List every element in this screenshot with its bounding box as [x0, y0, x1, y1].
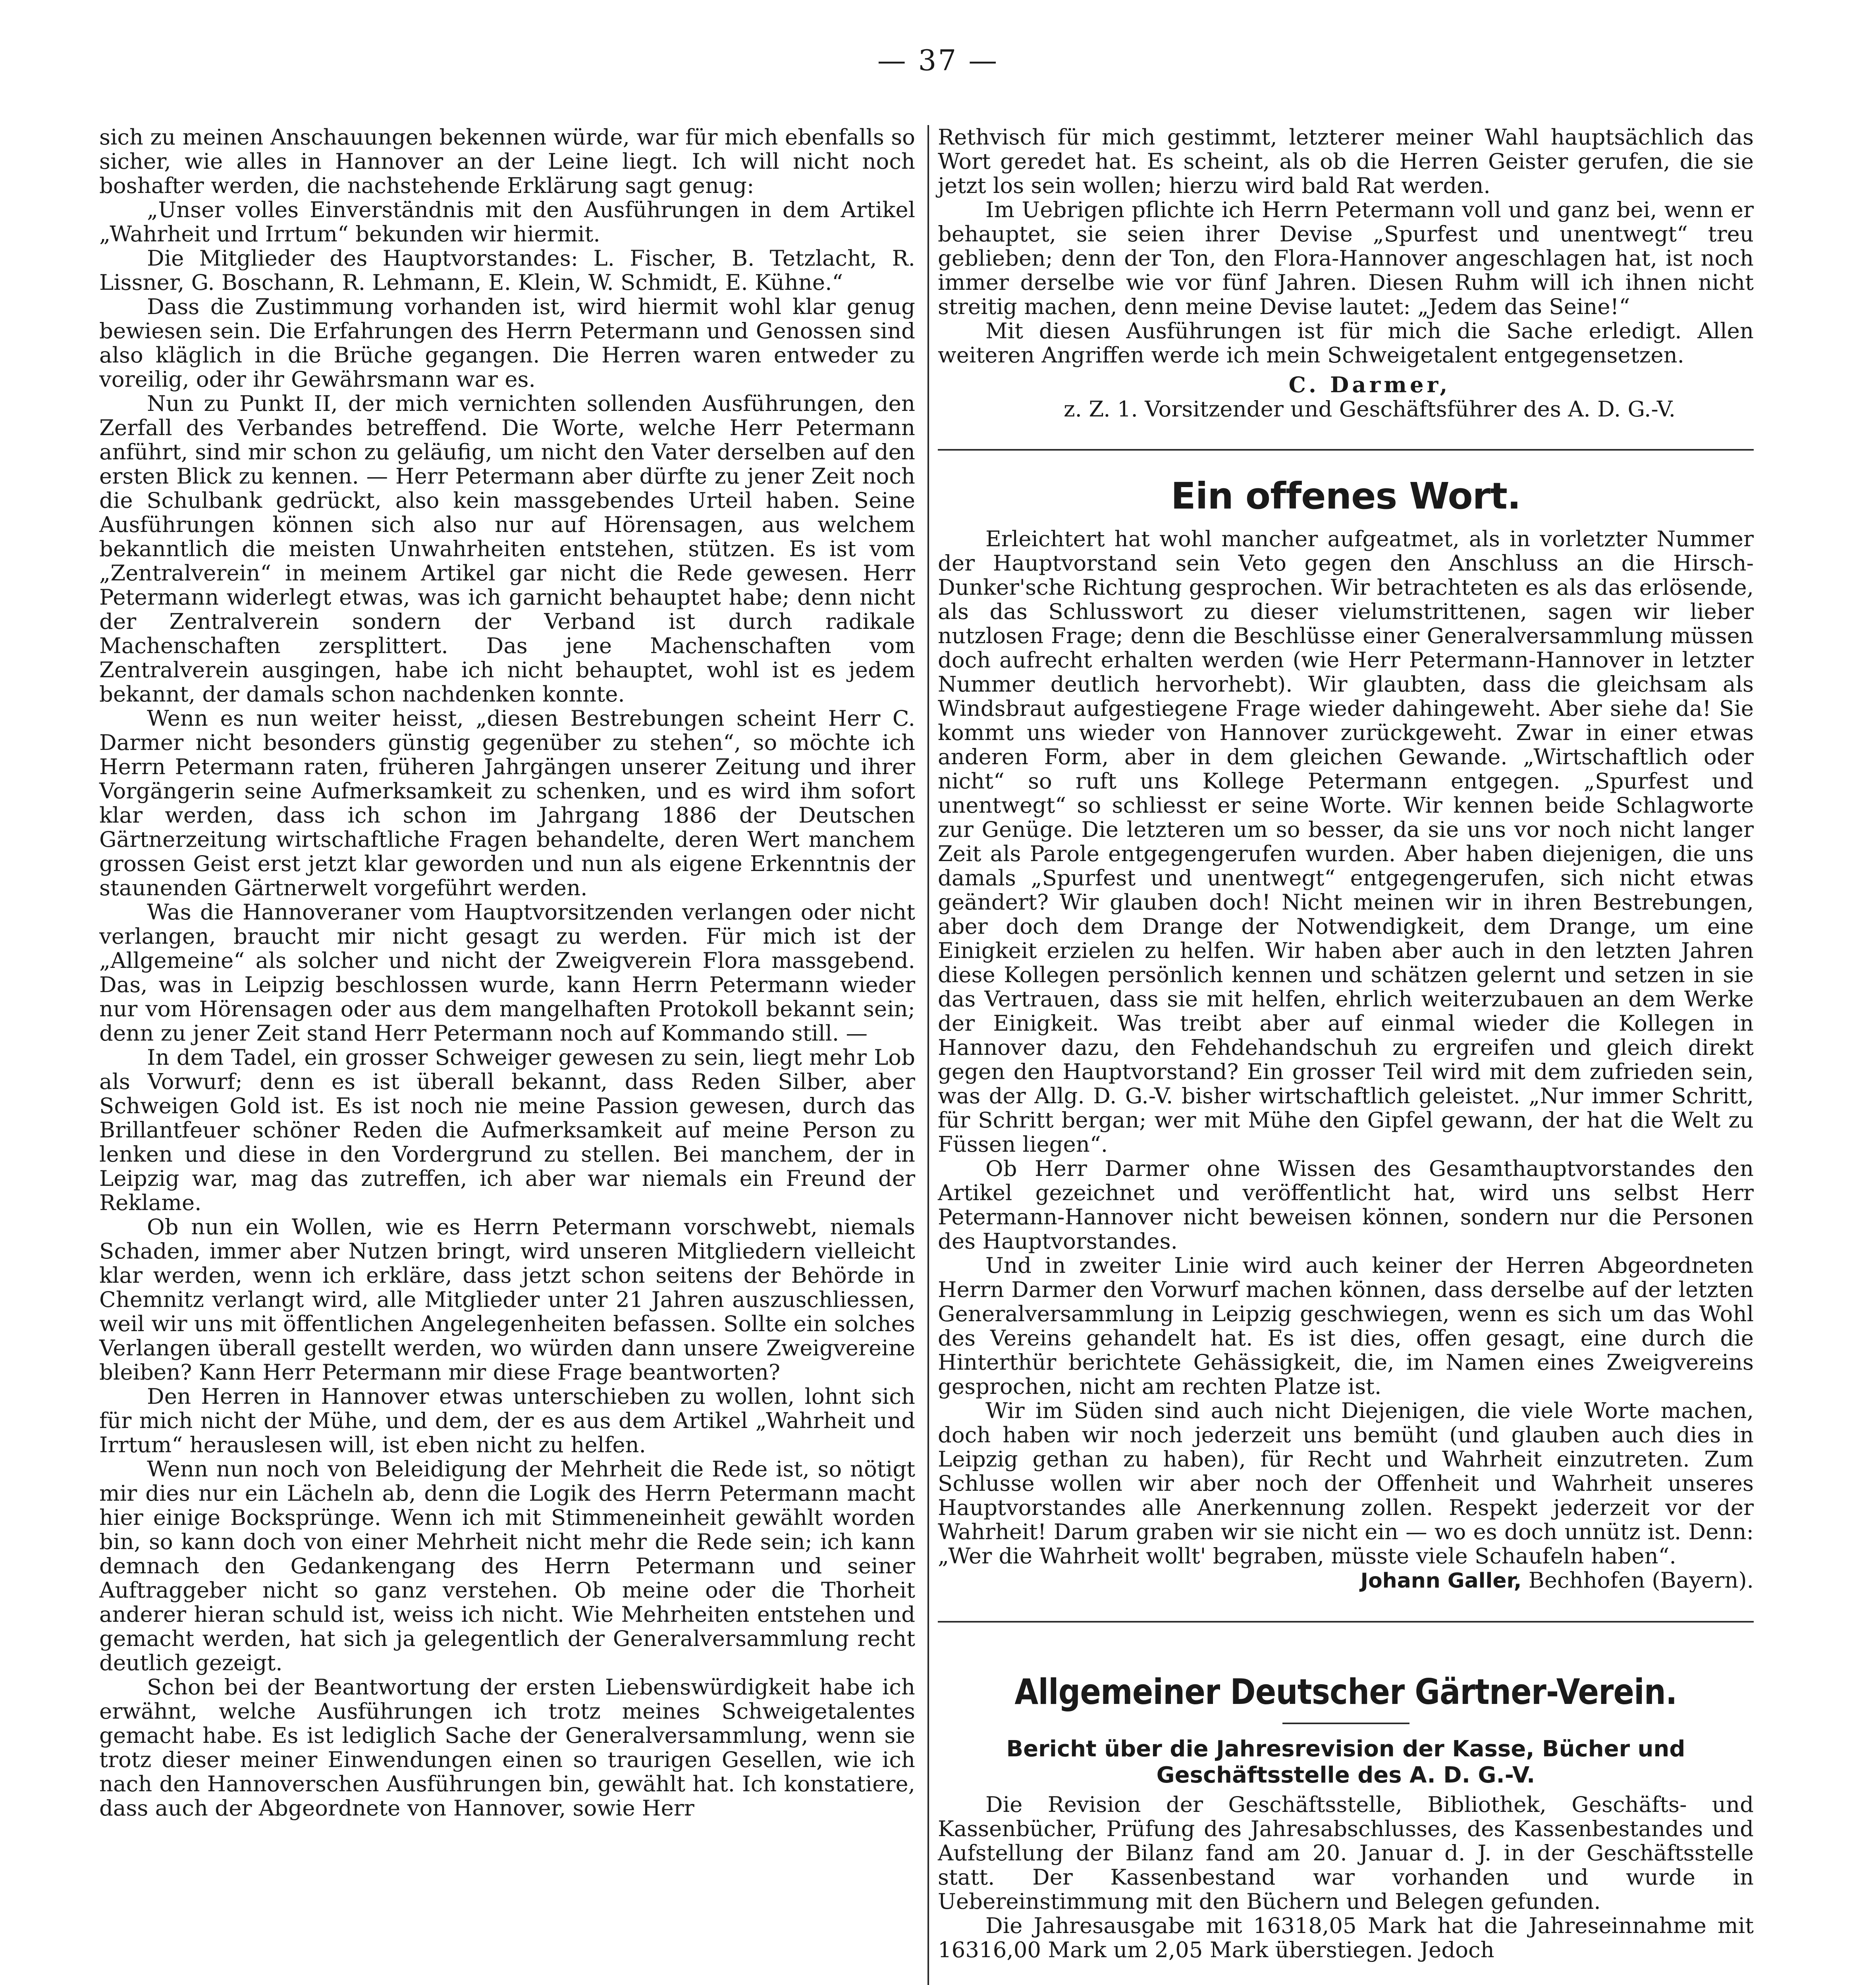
- paragraph: Erleichtert hat wohl mancher aufgeatmet, als in vorletzter Nummer der Hauptvorstand sein Veto gegen den Anschluss an die Hirsch-Dunker'sche Richtung gesprochen. Wir betrachteten es als das erlösende, als das Schlusswort zu dieser vielumstrittenen, sagen wir lieber nutzlosen Frage; denn die Beschlüsse einer Generalversammlung müssen doch aufrecht erhalten werden (wie Herr Petermann-Hannover in letzter Nummer deutlich hervorhebt). Wir glaubten, dass die gleichsam als Windsbraut aufgestiegene Frage wieder dahingeweht. Aber siehe da! Sie kommt uns wieder von Hannover zurückgeweht. Zwar in einer etwas anderen Form, aber in dem gleichen Gewande. „Wirtschaftlich oder nicht“ so ruft uns Kollege Petermann entgegen. „Spurfest und unentwegt“ so schliesst er seine Worte. Wir kennen beide Schlagworte zur Genüge. Die letzteren um so besser, da sie uns vor noch nicht langer Zeit als Parole entgegengerufen wurden. Aber haben diejenigen, die uns damals „Spurfest und unentwegt“ entgegengerufen, sich nicht etwas geändert? Wir glauben doch! Nicht meinen wir in ihren Bestrebungen, aber doch dem Drange der Notwendigkeit, dem Drange, um eine Einigkeit erzielen zu helfen. Wir haben aber auch in den letzten Jahren diese Kollegen persönlich kennen und schätzen gelernt und setzen in sie das Vertrauen, dass sie mit helfen, ehrlich weiterzubauen an dem Werke der Einigkeit. Was treibt aber auf einmal wieder die Kollegen in Hannover dazu, den Fehdehandschuh zu ergreifen und gleich direkt gegen den Hauptvorstand? Ein grosser Teil wird mit dem zufrieden sein, was der Allg. D. G.-V. bisher wirtschaftlich geleistet. „Nur immer Schritt, für Schritt bergan; wer mit Mühe den Gipfel gewann, der hat die Welt zu Füssen liegen“.: [938, 526, 1754, 1157]
- title-underline: [1282, 1723, 1409, 1724]
- paragraph: Ob nun ein Wollen, wie es Herrn Petermann vorschwebt, niemals Schaden, immer aber Nutzen bringt, wird unseren Mitgliedern vielleicht klar werden, wenn ich erkläre, dass jetzt schon seitens der Behörde in Chemnitz verlangt wird, alle Mitglieder unter 21 Jahren auszuschliessen, weil wir uns mit öffentlichen Angelegenheiten befassen. Sollte ein solches Verlangen überall gestellt werden, wo würden dann unsere Zweigvereine bleiben? Kann Herr Petermann mir diese Frage beantworten?: [99, 1214, 915, 1385]
- left-column: [99, 125, 915, 1985]
- paragraph: Rethvisch für mich gestimmt, letzterer meiner Wahl hauptsächlich das Wort geredet hat. Es scheint, als ob die Herren Geister gerufen, die sie jetzt los sein wollen; hierzu wird bald Rat werden.: [938, 124, 1754, 198]
- signature-place: Bechhofen (Bayern).: [1528, 1567, 1754, 1593]
- paragraph: Mit diesen Ausführungen ist für mich die Sache erledigt. Allen weiteren Angriffen werde ich mein Schweigetalent entgegensetzen.: [938, 318, 1754, 368]
- paragraph: Was die Hannoveraner vom Hauptvorsitzenden verlangen oder nicht verlangen, braucht mir nicht gesagt zu werden. Für mich ist der „Allgemeine“ als solcher und nicht der Zweigverein Flora massgebend. Das, was in Leipzig beschlossen wurde, kann Herrn Petermann wieder nur vom Hörensagen oder aus dem mangelhaften Protokoll bekannt sein; denn zu jener Zeit stand Herr Petermann noch auf Kommando still. —: [99, 899, 915, 1046]
- column-divider: [927, 125, 929, 1985]
- section-rule: [938, 449, 1754, 451]
- signature-name: Johann Galler,: [1360, 1569, 1522, 1593]
- paragraph: Und in zweiter Linie wird auch keiner der Herren Abgeordneten Herrn Darmer den Vorwurf machen können, dass derselbe auf der letzten Generalversammlung in Leipzig geschwiegen, wenn es sich um das Wohl des Vereins gehandelt hat. Es ist dies, offen gesagt, eine durch die Hinterthür berichtete Gehässigkeit, die, im Namen eines Zweigvereins gesprochen, nicht am rechten Platze ist.: [938, 1253, 1754, 1399]
- paragraph: Den Herren in Hannover etwas unterschieben zu wollen, lohnt sich für mich nicht der Mühe, und dem, der es aus dem Artikel „Wahrheit und Irrtum“ herauslesen will, ist eben nicht zu helfen.: [99, 1384, 915, 1457]
- paragraph: Schon bei der Beantwortung der ersten Liebenswürdigkeit habe ich erwähnt, welche Ausführungen ich trotz meines Schweigetalentes gemacht habe. Es ist lediglich Sache der Generalversammlung, wenn sie trotz dieser meiner Einwendungen einen so traurigen Gesellen, wie ich nach den Hannoverschen Ausführungen bin, gewählt hat. Ich konstatiere, dass auch der Abgeordnete von Hannover, sowie Herr: [99, 1674, 915, 1821]
- section-title-gaertner-verein: Allgemeiner Deutscher Gärtner-Verein.: [1014, 1671, 1677, 1712]
- paragraph: Wir im Süden sind auch nicht Diejenigen, die viele Worte machen, doch haben wir noch jederzeit uns bemüht (und glauben auch dies in Leipzig gethan zu haben), für Recht und Wahrheit einzutreten. Zum Schlusse wollen wir aber noch der Offenheit und Wahrheit unseres Hauptvorstandes alle Anerkennung zollen. Respekt jederzeit vor der Wahrheit! Darum graben wir sie nicht ein — wo es doch unnütz ist. Denn: „Wer die Wahrheit wollt' begraben, müsste viele Schaufeln haben“.: [938, 1398, 1754, 1569]
- section-rule: [938, 1621, 1754, 1623]
- right-column: [938, 125, 1754, 1985]
- paragraph: Die Jahresausgabe mit 16318,05 Mark hat die Jahreseinnahme mit 16316,00 Mark um 2,05 Mark überstiegen. Jedoch: [938, 1913, 1754, 1962]
- section-title-offenes-wort: Ein offenes Wort.: [1171, 475, 1521, 517]
- page-number: — 37 —: [877, 44, 999, 77]
- paragraph: Die Revision der Geschäftsstelle, Bibliothek, Geschäfts- und Kassenbücher, Prüfung des Jahresabschlusses, des Kassenbestandes und Aufstellung der Bilanz fand am 20. Januar d. J. in der Geschäftsstelle statt. Der Kassenbestand war vorhanden und wurde in Uebereinstimmung mit den Büchern und Belegen gefunden.: [938, 1792, 1754, 1914]
- section-subtitle: Bericht über die Jahresrevision der Kasse, Bücher und Geschäftsstelle des A. D. G.-V.: [1006, 1736, 1685, 1788]
- signature-role: z. Z. 1. Vorsitzender und Geschäftsführer des A. D. G.-V.: [1063, 396, 1676, 422]
- paragraph: Wenn es nun weiter heisst, „diesen Bestrebungen scheint Herr C. Darmer nicht besonders günstig gegenüber zu stehen“, so möchte ich Herrn Petermann raten, früheren Jahrgängen unserer Zeitung und ihrer Vorgängerin seine Aufmerksamkeit zu schenken, und es wird ihm sofort klar werden, dass ich schon im Jahrgang 1886 der Deutschen Gärtnerzeitung wirtschaftliche Fragen behandelte, deren Wert manchem grossen Geist erst jetzt klar geworden und nun als eigene Erkenntnis der staunenden Gärtnerwelt vorgeführt werden.: [99, 705, 915, 900]
- paragraph: Ob Herr Darmer ohne Wissen des Gesamthauptvorstandes den Artikel gezeichnet und veröffentlicht hat, wird uns selbst Herr Petermann-Hannover nicht beweisen können, sondern nur die Personen des Hauptvorstandes.: [938, 1156, 1754, 1254]
- paragraph: In dem Tadel, ein grosser Schweiger gewesen zu sein, liegt mehr Lob als Vorwurf; denn es ist überall bekannt, dass Reden Silber, aber Schweigen Gold ist. Es ist noch nie meine Passion gewesen, durch das Brillantfeuer schöner Reden die Aufmerksamkeit auf meine Person zu lenken und diese in den Vordergrund zu stellen. Bei manchem, der in Leipzig war, mag das zutreffen, ich aber war niemals ein Freund der Reklame.: [99, 1045, 915, 1215]
- paragraph: „Unser volles Einverständnis mit den Ausführungen in dem Artikel „Wahrheit und Irrtum“ bekunden wir hiermit.: [99, 197, 915, 247]
- paragraph: Nun zu Punkt II, der mich vernichten sollenden Ausführungen, den Zerfall des Verbandes betreffend. Die Worte, welche Herr Petermann anführt, sind mir schon zu geläufig, um nicht den Vater derselben auf den ersten Blick zu kennen. — Herr Petermann aber dürfte zu jener Zeit noch die Schulbank gedrückt, also kein massgebendes Urteil haben. Seine Ausführungen können sich also nur auf Hörensagen, aus welchem bekanntlich die meisten Unwahrheiten entstehen, stützen. Es ist vom „Zentralverein“ in meinem Artikel gar nicht die Rede gewesen. Herr Petermann widerlegt etwas, was ich garnicht behauptet habe; denn nicht der Zentralverein sondern der Verband ist durch radikale Machenschaften zersplittert. Das jene Machenschaften vom Zentralverein ausgingen, habe ich nicht behauptet, wohl ist es jedem bekannt, der damals schon nachdenken konnte.: [99, 391, 915, 707]
- signature-name: C. Darmer,: [1288, 372, 1451, 397]
- signature-darmer: [938, 373, 1754, 397]
- signature-galler: [938, 1568, 1754, 1593]
- paragraph: Wenn nun noch von Beleidigung der Mehrheit die Rede ist, so nötigt mir dies nur ein Lächeln ab, denn die Logik des Herrn Petermann macht hier einige Bocksprünge. Wenn ich mit Stimmeneinheit gewählt worden bin, so kann doch von einer Mehrheit nicht mehr die Rede sein; ich kann demnach den Gedankengang des Herrn Petermann und seiner Auftraggeber nicht so ganz verstehen. Ob meine oder die Thorheit anderer hieran schuld ist, weiss ich nicht. Wie Mehrheiten entstehen und gemacht werden, hat sich ja gelegentlich der Generalversammlung recht deutlich gezeigt.: [99, 1456, 915, 1675]
- paragraph: Dass die Zustimmung vorhanden ist, wird hiermit wohl klar genug bewiesen sein. Die Erfahrungen des Herrn Petermann und Genossen sind also kläglich in die Brüche gegangen. Die Herren waren entweder zu voreilig, oder ihr Gewährsmann war es.: [99, 294, 915, 392]
- paragraph: Die Mitglieder des Hauptvorstandes: L. Fischer, B. Tetzlacht, R. Lissner, G. Boschann, R. Lehmann, E. Klein, W. Schmidt, E. Kühne.“: [99, 245, 915, 295]
- paragraph: Im Uebrigen pflichte ich Herrn Petermann voll und ganz bei, wenn er behauptet, sie seien ihrer Devise „Spurfest und unentwegt“ treu geblieben; denn der Ton, den Flora-Hannover angeschlagen hat, ist noch immer derselbe wie vor fünf Jahren. Diesen Ruhm will ich ihnen nicht streitig machen, denn meine Devise lautet: „Jedem das Seine!“: [938, 197, 1754, 319]
- paragraph: sich zu meinen Anschauungen bekennen würde, war für mich ebenfalls so sicher, wie alles in Hannover an der Leine liegt. Ich will nicht noch boshafter werden, die nachstehende Erklärung sagt genug:: [99, 124, 915, 198]
